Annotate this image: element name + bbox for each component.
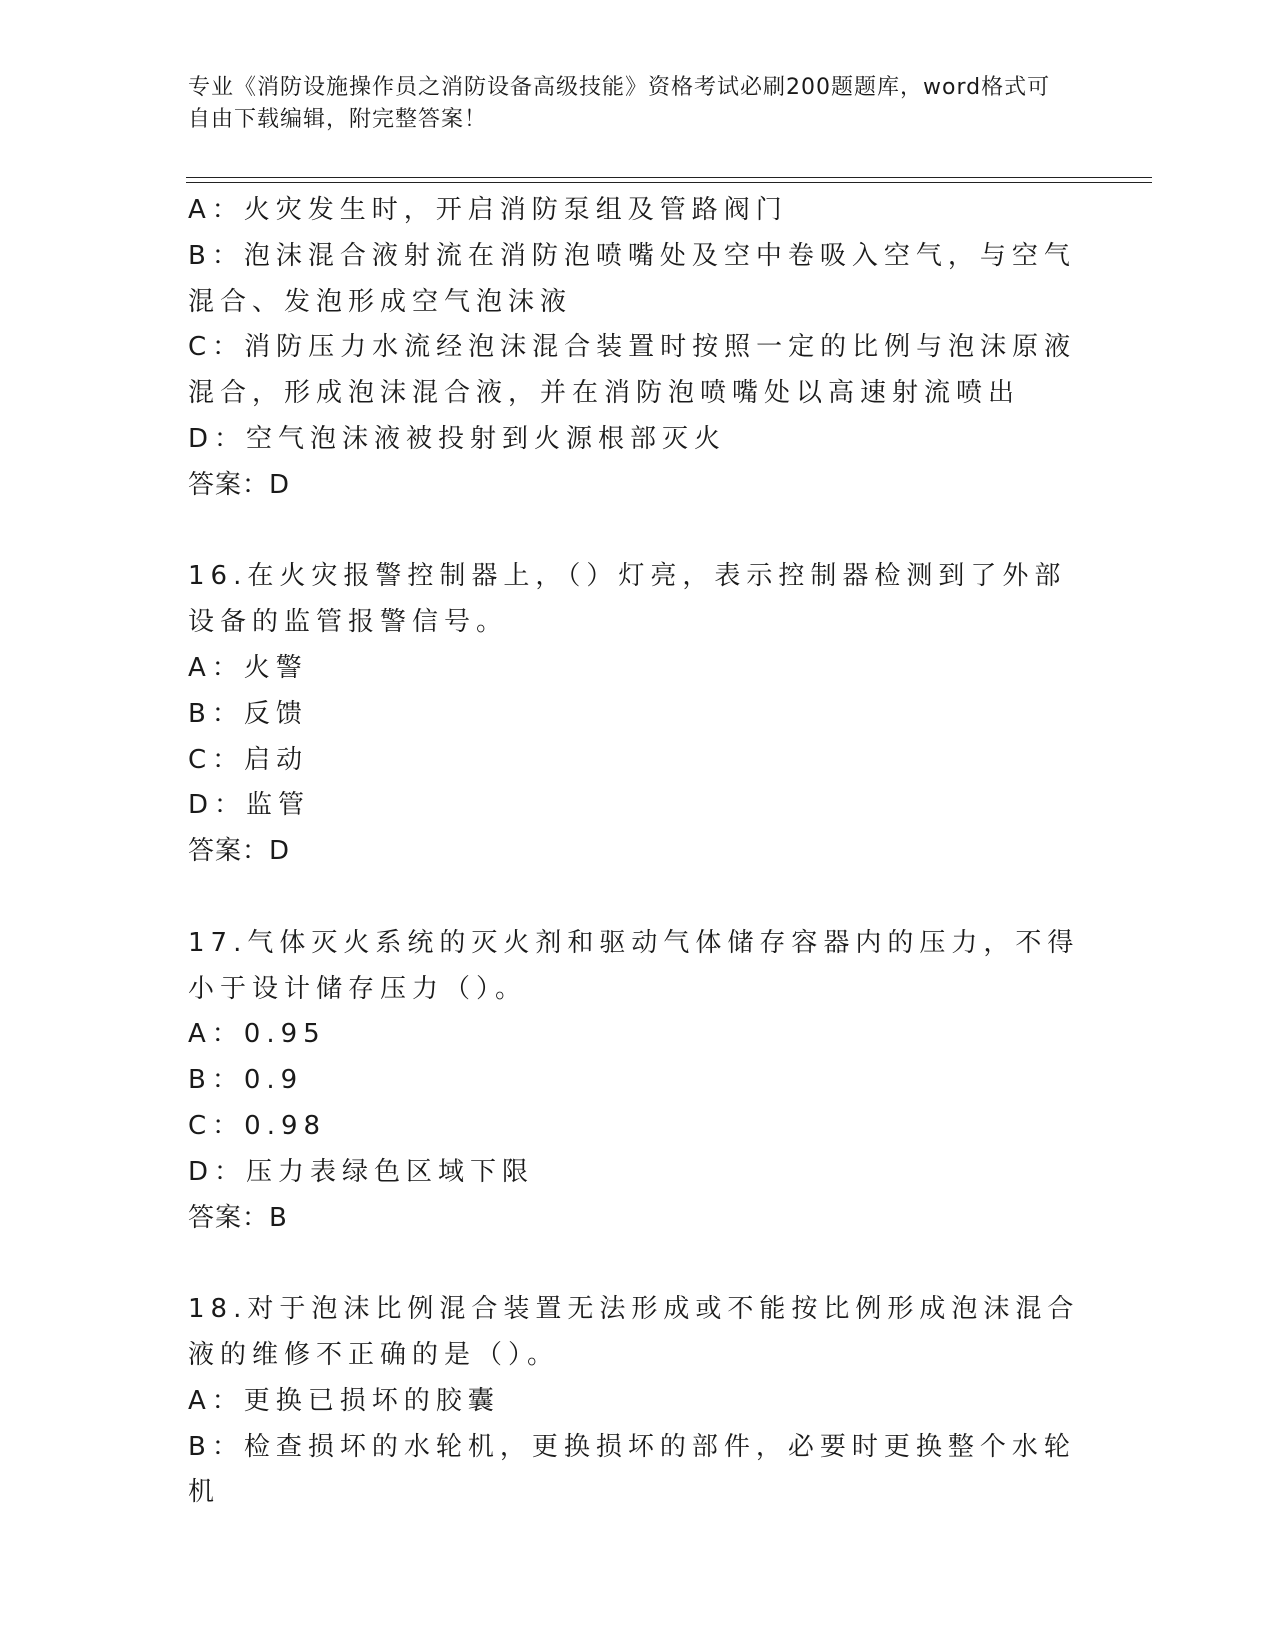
option-c: C：0.98: [188, 1110, 327, 1141]
answer: 答案：B: [188, 1202, 288, 1233]
option-b: B：泡沫混合液射流在消防泡喷嘴处及空中卷吸入空气，与空气混合、发泡形成空气泡沫液: [188, 240, 1076, 317]
option-b: B：反馈: [188, 698, 308, 729]
option-d: D：压力表绿色区域下限: [188, 1156, 535, 1187]
option-a: A：更换已损坏的胶囊: [188, 1385, 500, 1416]
question-stem: 16.在火灾报警控制器上，（）灯亮，表示控制器检测到了外部设备的监管报警信号。: [188, 561, 1067, 638]
spacer: [188, 875, 1088, 921]
header-divider-bottom: [186, 182, 1152, 183]
question-stem: 18.对于泡沫比例混合装置无法形成或不能按比例形成泡沫混合液的维修不正确的是（）。: [188, 1294, 1080, 1370]
option-d: D：监管: [188, 790, 311, 821]
option-b: B：检查损坏的水轮机，更换损坏的部件，必要时更换整个水轮机: [188, 1431, 1076, 1508]
option-c: C：消防压力水流经泡沫混合装置时按照一定的比例与泡沫原液混合，形成泡沫混合液，并在消防泡喷嘴处以高速射流喷出: [188, 332, 1077, 409]
option-d: D：空气泡沫液被投射到火源根部灭火: [188, 423, 727, 454]
option-a: A：火灾发生时，开启消防泵组及管路阀门: [188, 195, 788, 225]
option-c: C：启动: [188, 744, 309, 775]
question-stem: 17.气体灭火系统的灭火剂和驱动气体储存容器内的压力，不得小于设计储存压力（）。: [188, 927, 1080, 1004]
option-b: B：0.9: [188, 1065, 304, 1096]
spacer: [188, 1241, 1088, 1287]
header-divider-top: [186, 177, 1152, 178]
option-a: A：火警: [188, 652, 308, 683]
document-body: [188, 188, 1088, 1516]
page-header: 专业《消防设施操作员之消防设备高级技能》资格考试必刷200题题库，word格式可自由下载编辑，附完整答案！: [188, 75, 1051, 132]
spacer: [188, 509, 1088, 555]
answer: 答案：D: [188, 469, 291, 500]
answer: 答案：D: [188, 836, 291, 867]
option-a: A：0.95: [188, 1019, 326, 1050]
